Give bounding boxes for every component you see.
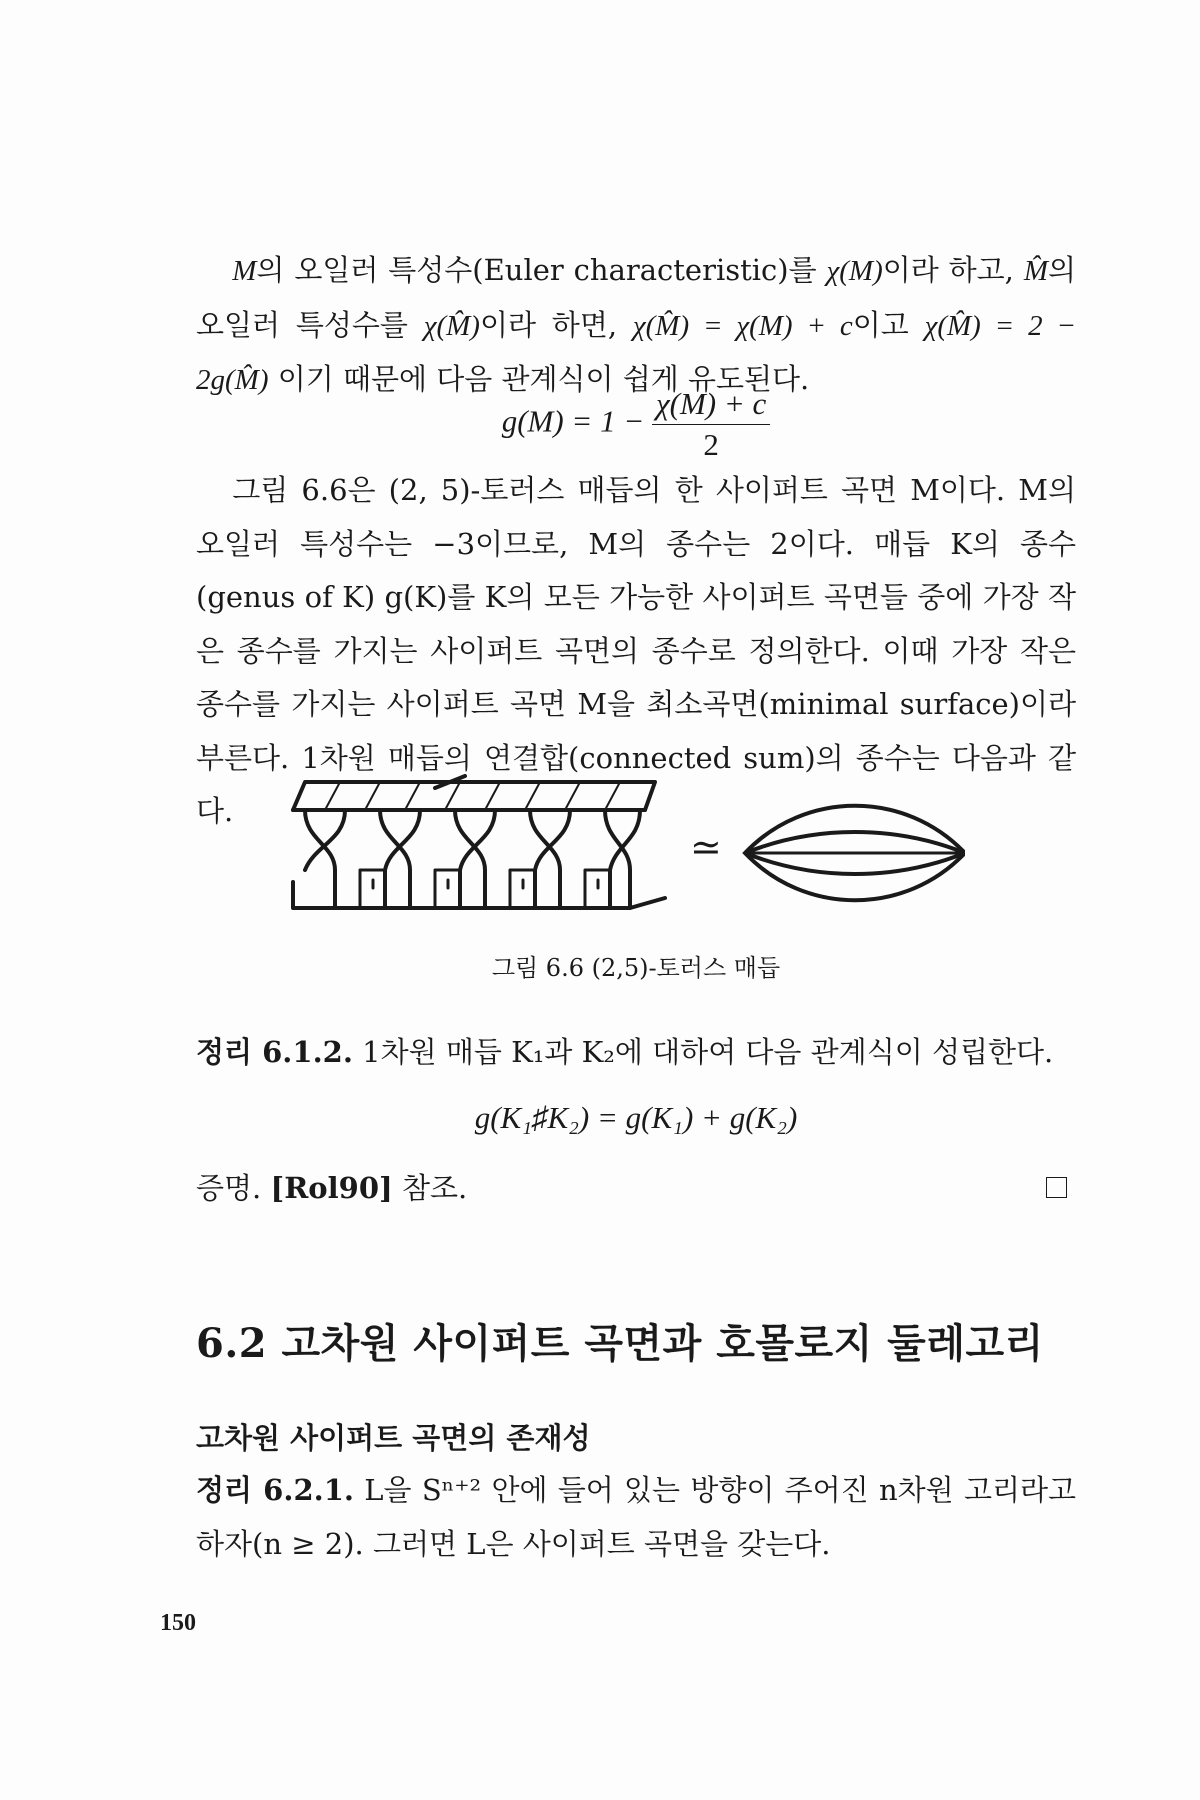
math-M: M: [232, 255, 257, 287]
math-relation-1: χ(M̂) = χ(M) + c: [632, 309, 853, 342]
seifert-surface-figure: [285, 770, 965, 920]
theorem-text: 1차원 매듭 K₁과 K₂에 대하여 다음 관계식이 성립한다.: [352, 1035, 1054, 1069]
theorem-text: L을 Sⁿ⁺² 안에 들어 있는 방향이 주어진 n차원 고리라고 하자(n ≥ 2). 그러면 L은 사이퍼트 곡면을 갖는다.: [196, 1473, 1077, 1561]
qed-box: [1046, 1177, 1067, 1198]
math-M-hat: M̂: [1023, 255, 1048, 287]
fraction: [652, 386, 770, 463]
theorem-6-1-2: [196, 1026, 1076, 1080]
proof-text: 참조.: [392, 1171, 468, 1205]
proof-label: 증명.: [196, 1171, 262, 1205]
math-chi-M: χ(M): [826, 255, 883, 287]
figure-caption: 그림 6.6 (2,5)-토러스 매듭: [491, 954, 781, 982]
twisted-band-5-back: [610, 810, 640, 908]
text-fragment: 의 오일러 특성수(Euler characteristic)를: [256, 253, 827, 287]
equation-genus-formula: [196, 386, 1076, 463]
text-fragment: 의 오일러 특성수를: [196, 253, 1076, 342]
twisted-band-1-back: [305, 810, 345, 870]
theorem-label: 정리 6.1.2.: [196, 1035, 353, 1069]
page-number: 150: [160, 1610, 196, 1636]
math-chi-M-hat: χ(M̂): [423, 309, 480, 342]
twisted-band-2-back: [385, 810, 420, 908]
top-band-outline: [293, 782, 655, 810]
twisted-band-4-back: [535, 810, 570, 908]
equation-connected-sum: [196, 1100, 1076, 1136]
proof: [196, 1162, 1076, 1216]
text-fragment: 이라 하고,: [882, 253, 1024, 287]
theorem-6-2-1: [196, 1464, 1076, 1571]
proof-reference: [Rol90]: [270, 1171, 393, 1205]
theta-graph: [745, 806, 965, 901]
fraction-numerator: χ(M) + c: [652, 386, 770, 425]
equation-lhs: g(M) = 1 −: [501, 403, 645, 439]
paragraph-genus-definition: 그림 6.6은 (2, 5)-토러스 매듭의 한 사이퍼트 곡면 M이다. M의 오일러 특성수는 −3이므로, M의 종수는 2이다. 매듭 K의 종수(genus of K) g(K)를 K의 모든 가능한 사이퍼트 곡면들 중에 가장 작은 종수를 가지는 사이퍼트 곡면의 종수로 정의한다. 이때 가장 작은 종수를 가지는 사이퍼트 곡면 M을 최소곡면(minimal surface)이라 부른다. 1차원 매듭의 연결합(connected sum)의 종수는 다음과 같다.: [196, 473, 1076, 828]
twisted-band-3-back: [460, 810, 495, 908]
fraction-denominator: 2: [703, 427, 719, 462]
equation-connected-sum-text: g(K₁♯K₂) = g(K₁) + g(K₂): [474, 1100, 798, 1135]
section-title: 6.2 고차원 사이퍼트 곡면과 호몰로지 둘레고리: [196, 1320, 1044, 1367]
theorem-label: 정리 6.2.1.: [196, 1473, 355, 1507]
math-relation-2: χ(M̂) = 2 − 2g(M̂): [196, 309, 1076, 396]
paragraph-euler-characteristic: [196, 244, 1076, 408]
text-fragment: 이고: [852, 307, 925, 342]
text-fragment: 이라 하면,: [479, 307, 633, 342]
congruence-symbol: ≃: [690, 825, 722, 869]
subsection-title: 고차원 사이퍼트 곡면의 존재성: [196, 1421, 591, 1455]
text-fragment: 이기 때문에 다음 관계식이 쉽게 유도된다.: [268, 362, 810, 396]
